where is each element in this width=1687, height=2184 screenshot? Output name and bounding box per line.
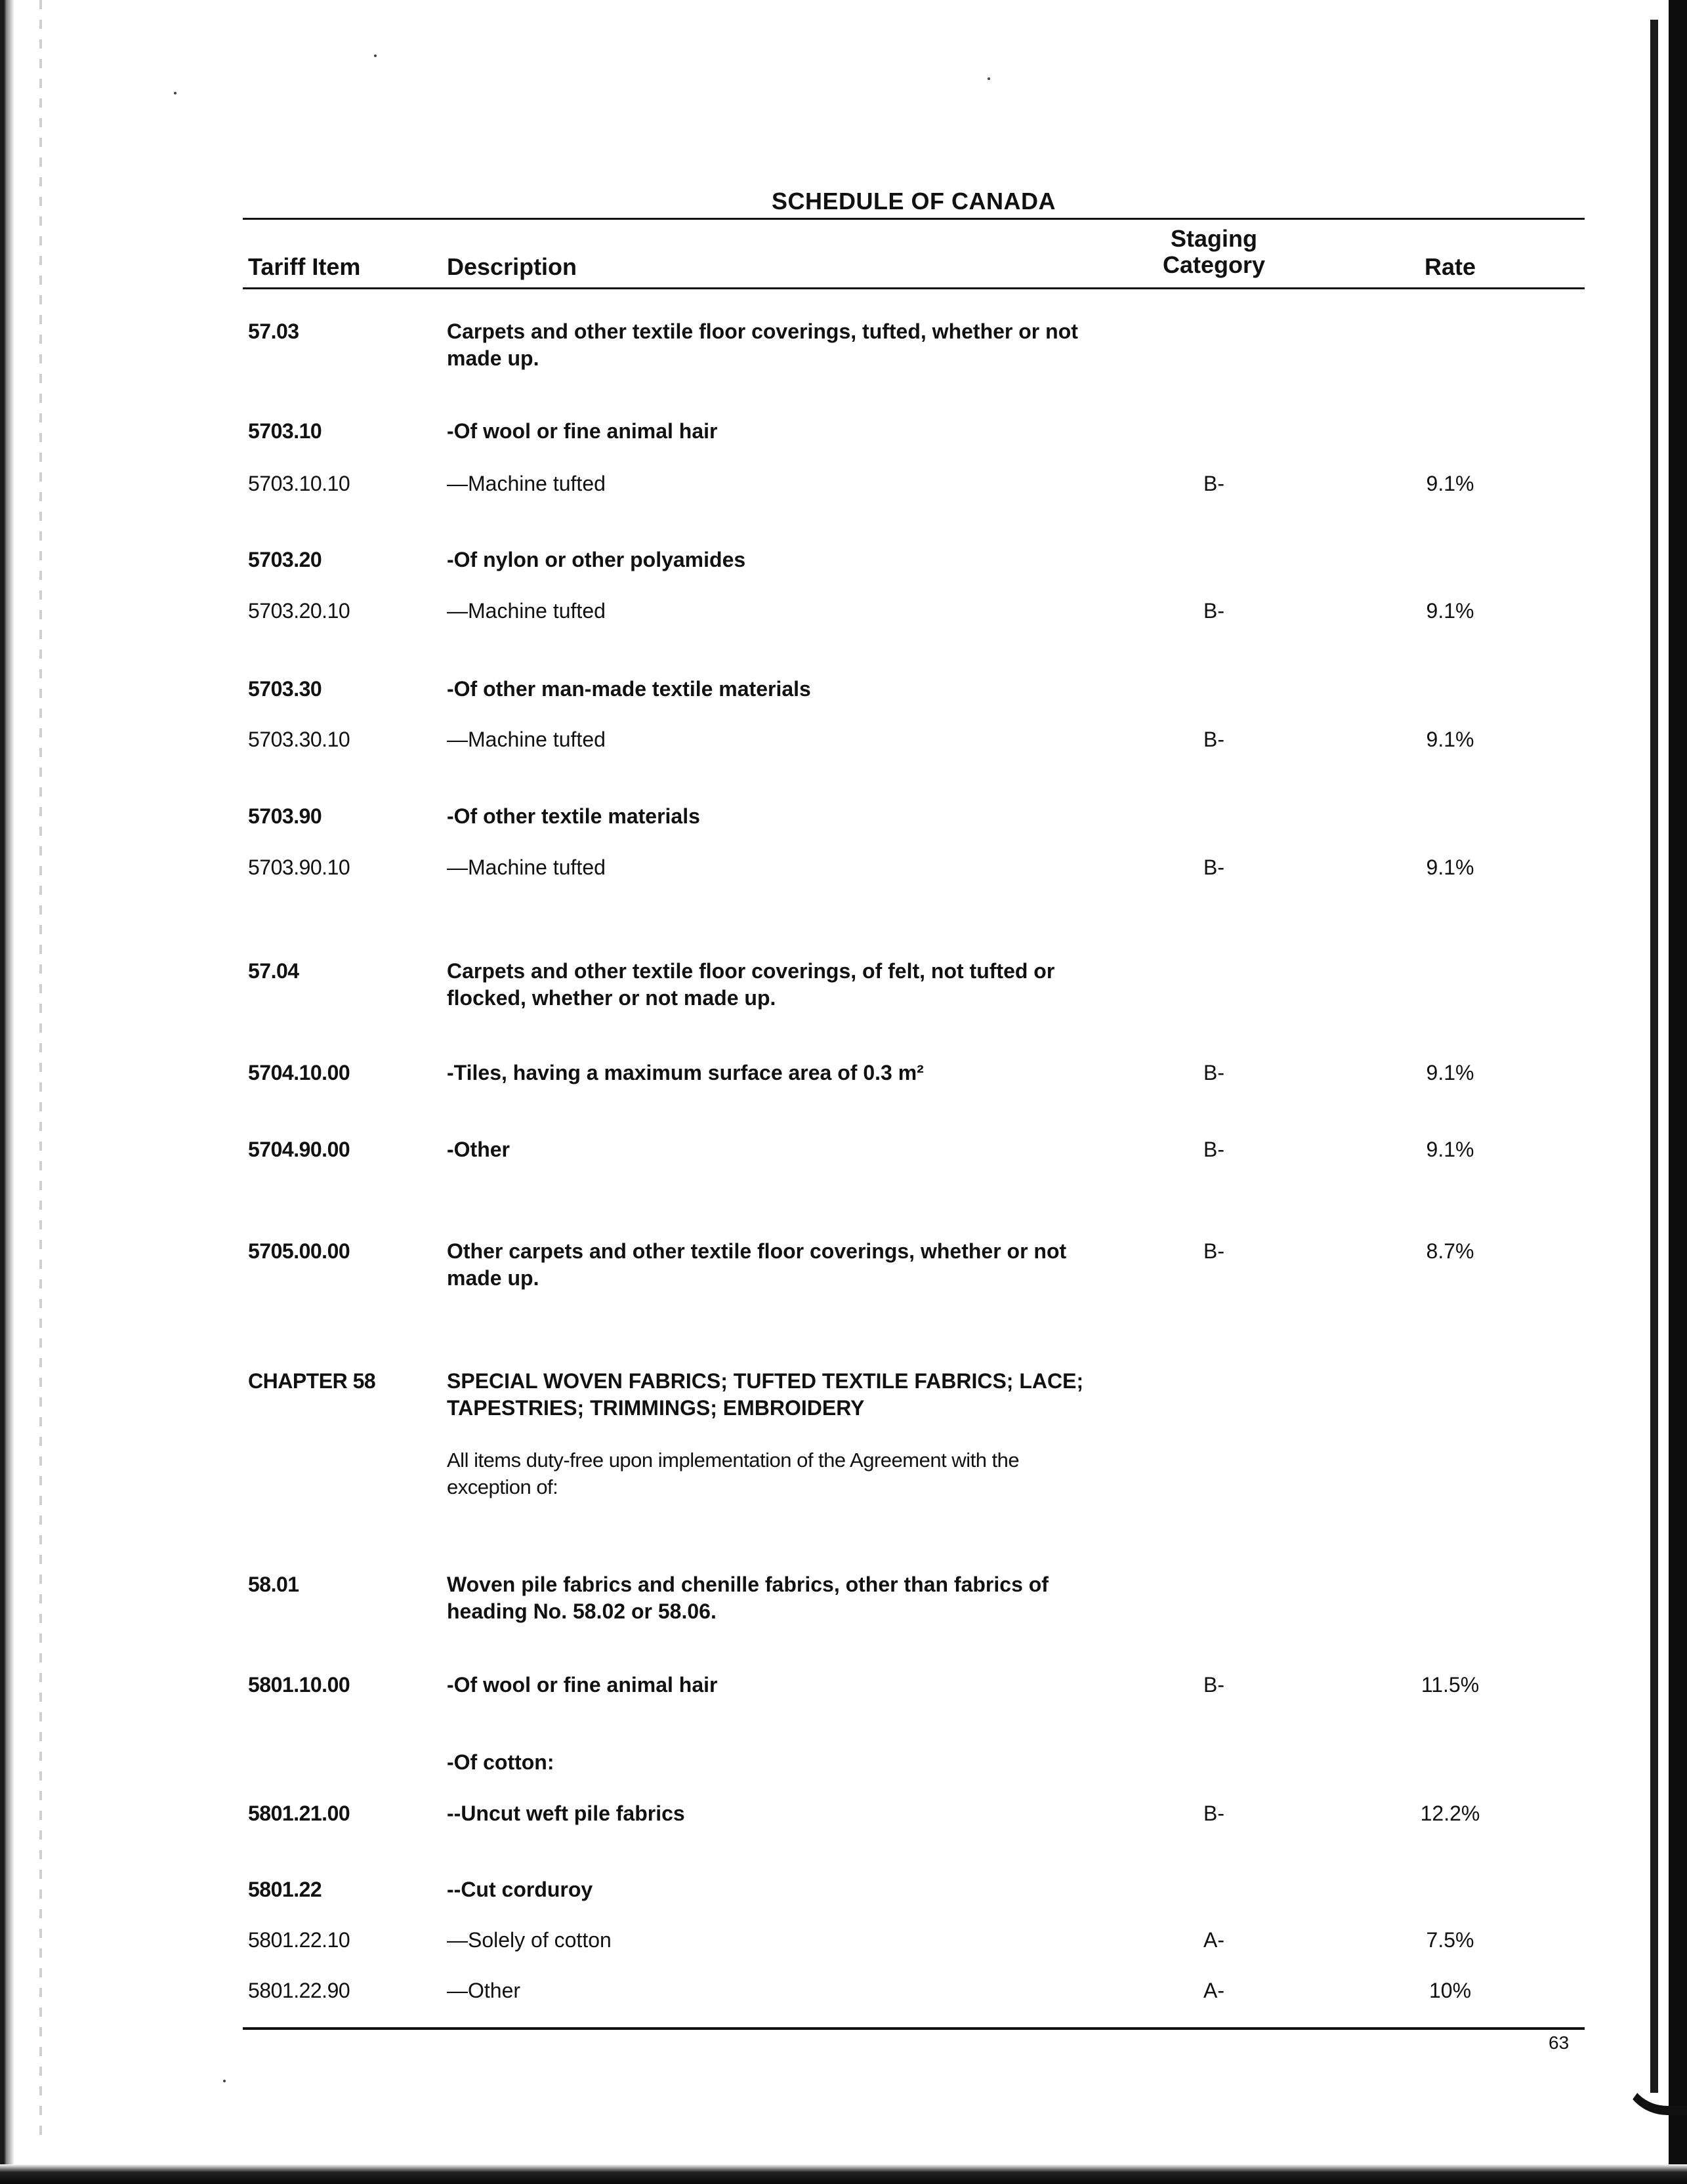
staging-category: B- (1203, 1239, 1224, 1263)
tariff-code: 5703.90 (248, 804, 322, 828)
staging-category: B- (1203, 1673, 1224, 1697)
scan-speck (223, 2080, 226, 2082)
header-rule (243, 287, 1585, 289)
column-header-description: Description (447, 253, 577, 280)
duty-rate: 11.5% (1421, 1673, 1480, 1697)
tariff-code: 57.03 (248, 319, 299, 343)
tariff-code: 5703.10 (248, 419, 322, 443)
staging-category: A- (1203, 1928, 1224, 1952)
item-description: -Tiles, having a maximum surface area of 0.3 m² (447, 1061, 924, 1084)
item-description: -Of nylon or other polyamides (447, 548, 746, 571)
scan-edge-curve (1621, 2067, 1687, 2115)
tariff-code: 58.01 (248, 1573, 299, 1596)
duty-rate: 8.7% (1426, 1239, 1474, 1263)
scan-edge-artifact (39, 0, 42, 2139)
scan-speck (988, 77, 990, 80)
duty-rate: 9.1% (1426, 472, 1474, 495)
tariff-code: 5703.30.10 (248, 728, 350, 751)
item-description: —Solely of cotton (447, 1928, 612, 1952)
staging-category: B- (1203, 599, 1224, 623)
scan-speck (374, 54, 377, 57)
column-header-rate: Rate (1424, 253, 1476, 280)
tariff-code: 5703.30 (248, 677, 322, 701)
chapter-note: All items duty-free upon implementation of the Agreement with the exception of: (447, 1449, 1020, 1498)
item-description: --Cut corduroy (447, 1878, 593, 1901)
staging-category: B- (1203, 1802, 1224, 1825)
duty-rate: 12.2% (1420, 1802, 1480, 1825)
item-description: —Machine tufted (447, 599, 606, 623)
tariff-code: 5703.90.10 (248, 855, 350, 879)
staging-category: B- (1203, 728, 1224, 751)
tariff-code: 5703.20.10 (248, 599, 350, 623)
item-description: —Machine tufted (447, 728, 606, 751)
item-description: -Of wool or fine animal hair (447, 1673, 718, 1697)
tariff-code: 5703.20 (248, 548, 322, 571)
tariff-code: 5801.22 (248, 1878, 322, 1901)
tariff-code: 5705.00.00 (248, 1239, 350, 1263)
tariff-code: 57.04 (248, 959, 299, 983)
scan-edge-bottom (0, 2164, 1687, 2184)
bottom-rule (243, 2027, 1585, 2030)
staging-category: B- (1203, 1061, 1224, 1084)
item-description: -Of wool or fine animal hair (447, 419, 718, 443)
duty-rate: 9.1% (1426, 599, 1474, 623)
staging-category: B- (1203, 472, 1224, 495)
duty-rate: 7.5% (1426, 1928, 1474, 1952)
scan-edge-bar-inner (1650, 20, 1658, 2093)
staging-category: A- (1203, 1979, 1224, 2002)
scan-edge-right (1628, 0, 1687, 2184)
item-description: Carpets and other textile floor coverings, of felt, not tufted or flocked, whether or not made up. (447, 959, 1055, 1010)
page-number: 63 (1549, 2032, 1570, 2053)
item-description: -Of other textile materials (447, 804, 700, 828)
duty-rate: 9.1% (1426, 855, 1474, 879)
item-description: --Uncut weft pile fabrics (447, 1802, 685, 1825)
duty-rate: 9.1% (1426, 1061, 1474, 1084)
item-description: —Machine tufted (447, 855, 606, 879)
tariff-code: 5801.10.00 (248, 1673, 350, 1697)
duty-rate: 10% (1428, 1979, 1472, 2002)
item-description: —Other (447, 1979, 521, 2002)
tariff-code: 5703.10.10 (248, 472, 350, 495)
item-description: Other carpets and other textile floor coverings, whether or not made up. (447, 1239, 1067, 1290)
tariff-code: 5704.10.00 (248, 1061, 350, 1084)
item-description: Woven pile fabrics and chenille fabrics, other than fabrics of heading No. 58.02 or 58.06. (447, 1573, 1049, 1623)
scan-edge-bar (1669, 0, 1687, 2184)
tariff-code: 5801.22.90 (248, 1979, 350, 2002)
tariff-code: 5801.21.00 (248, 1802, 350, 1825)
tariff-code: 5704.90.00 (248, 1138, 350, 1161)
item-description: -Other (447, 1138, 510, 1161)
duty-rate: 9.1% (1426, 1138, 1474, 1161)
tariff-code: 5801.22.10 (248, 1928, 350, 1952)
staging-category: B- (1203, 855, 1224, 879)
item-description: -Of cotton: (447, 1750, 554, 1774)
top-rule (243, 218, 1585, 220)
staging-category: B- (1203, 1138, 1224, 1161)
scan-speck (174, 92, 177, 94)
column-header-staging-category: Staging Category (1162, 225, 1266, 278)
document-title: SCHEDULE OF CANADA (771, 188, 1056, 215)
column-header-tariff-item: Tariff Item (248, 253, 361, 280)
item-description: Carpets and other textile floor coverings, tufted, whether or not made up. (447, 319, 1078, 370)
chapter-title: SPECIAL WOVEN FABRICS; TUFTED TEXTILE FABRICS; LACE; TAPESTRIES; TRIMMINGS; EMBROIDERY (447, 1369, 1084, 1420)
chapter-heading: CHAPTER 58 (248, 1369, 376, 1393)
item-description: —Machine tufted (447, 472, 606, 495)
duty-rate: 9.1% (1426, 728, 1474, 751)
scan-edge-left (0, 0, 14, 2184)
item-description: -Of other man-made textile materials (447, 677, 811, 701)
